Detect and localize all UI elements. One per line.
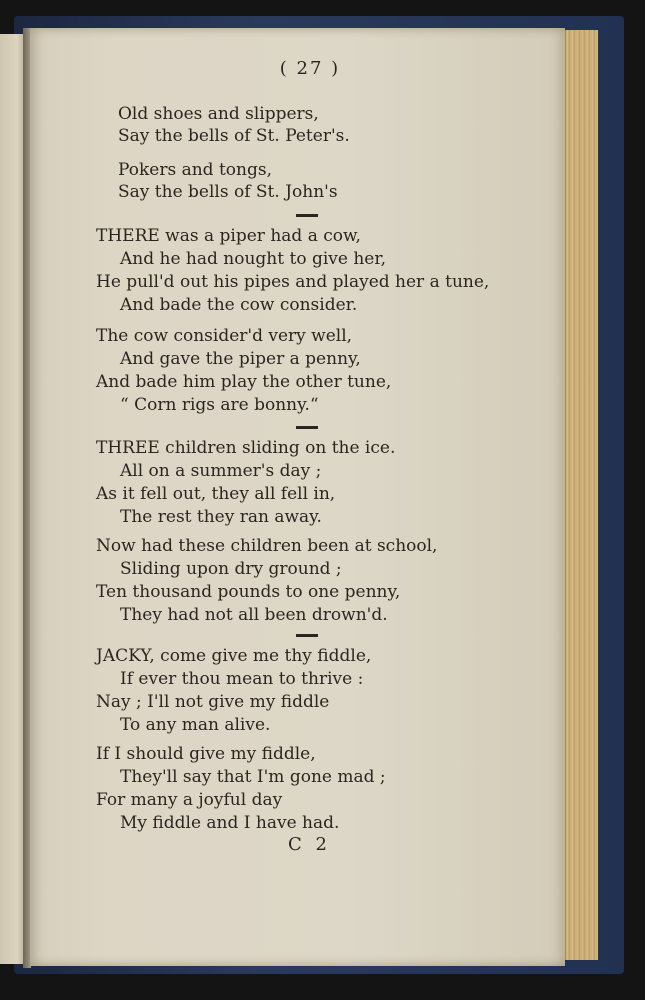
verse-line: Old shoes and slippers, [118, 104, 319, 124]
verse-line: If I should give my fiddle, [96, 744, 316, 764]
verse-line: The rest they ran away. [120, 507, 322, 527]
verse-line: Sliding upon dry ground ; [120, 559, 342, 579]
verse-line: And bade the cow consider. [120, 295, 358, 315]
page-edges [565, 30, 598, 960]
left-page-edge [0, 34, 25, 964]
verse-line: JACKY, come give me thy fiddle, [96, 646, 372, 666]
verse-line: And bade him play the other tune, [96, 372, 392, 392]
section-rule [296, 634, 318, 637]
page-number: ( 27 ) [279, 58, 341, 79]
verse-line: They'll say that I'm gone mad ; [120, 767, 386, 787]
verse-line: Say the bells of St. Peter's. [118, 126, 350, 146]
verse-line: THREE children sliding on the ice. [96, 438, 396, 458]
verse-line: Pokers and tongs, [118, 160, 272, 180]
book-page [30, 28, 565, 966]
verse-line: And he had nought to give her, [120, 249, 387, 269]
verse-line: And gave the piper a penny, [120, 349, 361, 369]
verse-line: “ Corn rigs are bonny.“ [120, 395, 319, 415]
page-text [30, 28, 565, 966]
verse-line: If ever thou mean to thrive : [120, 669, 364, 689]
section-rule [296, 214, 318, 217]
verse-line: For many a joyful day [96, 790, 283, 810]
section-rule [296, 426, 318, 429]
verse-line: To any man alive. [120, 715, 271, 735]
verse-line: Say the bells of St. John's [118, 182, 338, 202]
verse-line: Now had these children been at school, [96, 536, 438, 556]
verse-line: Ten thousand pounds to one penny, [96, 582, 401, 602]
verse-line: As it fell out, they all fell in, [96, 484, 336, 504]
verse-line: The cow consider'd very well, [96, 326, 353, 346]
verse-line: All on a summer's day ; [120, 461, 322, 481]
verse-line: My fiddle and I have had. [120, 813, 340, 833]
verse-line: THERE was a piper had a cow, [96, 226, 361, 246]
verse-line: They had not all been drown'd. [120, 605, 388, 625]
signature-mark: C 2 [288, 834, 331, 855]
verse-line: He pull'd out his pipes and played her a tune, [96, 272, 490, 292]
verse-line: Nay ; I'll not give my fiddle [96, 692, 330, 712]
